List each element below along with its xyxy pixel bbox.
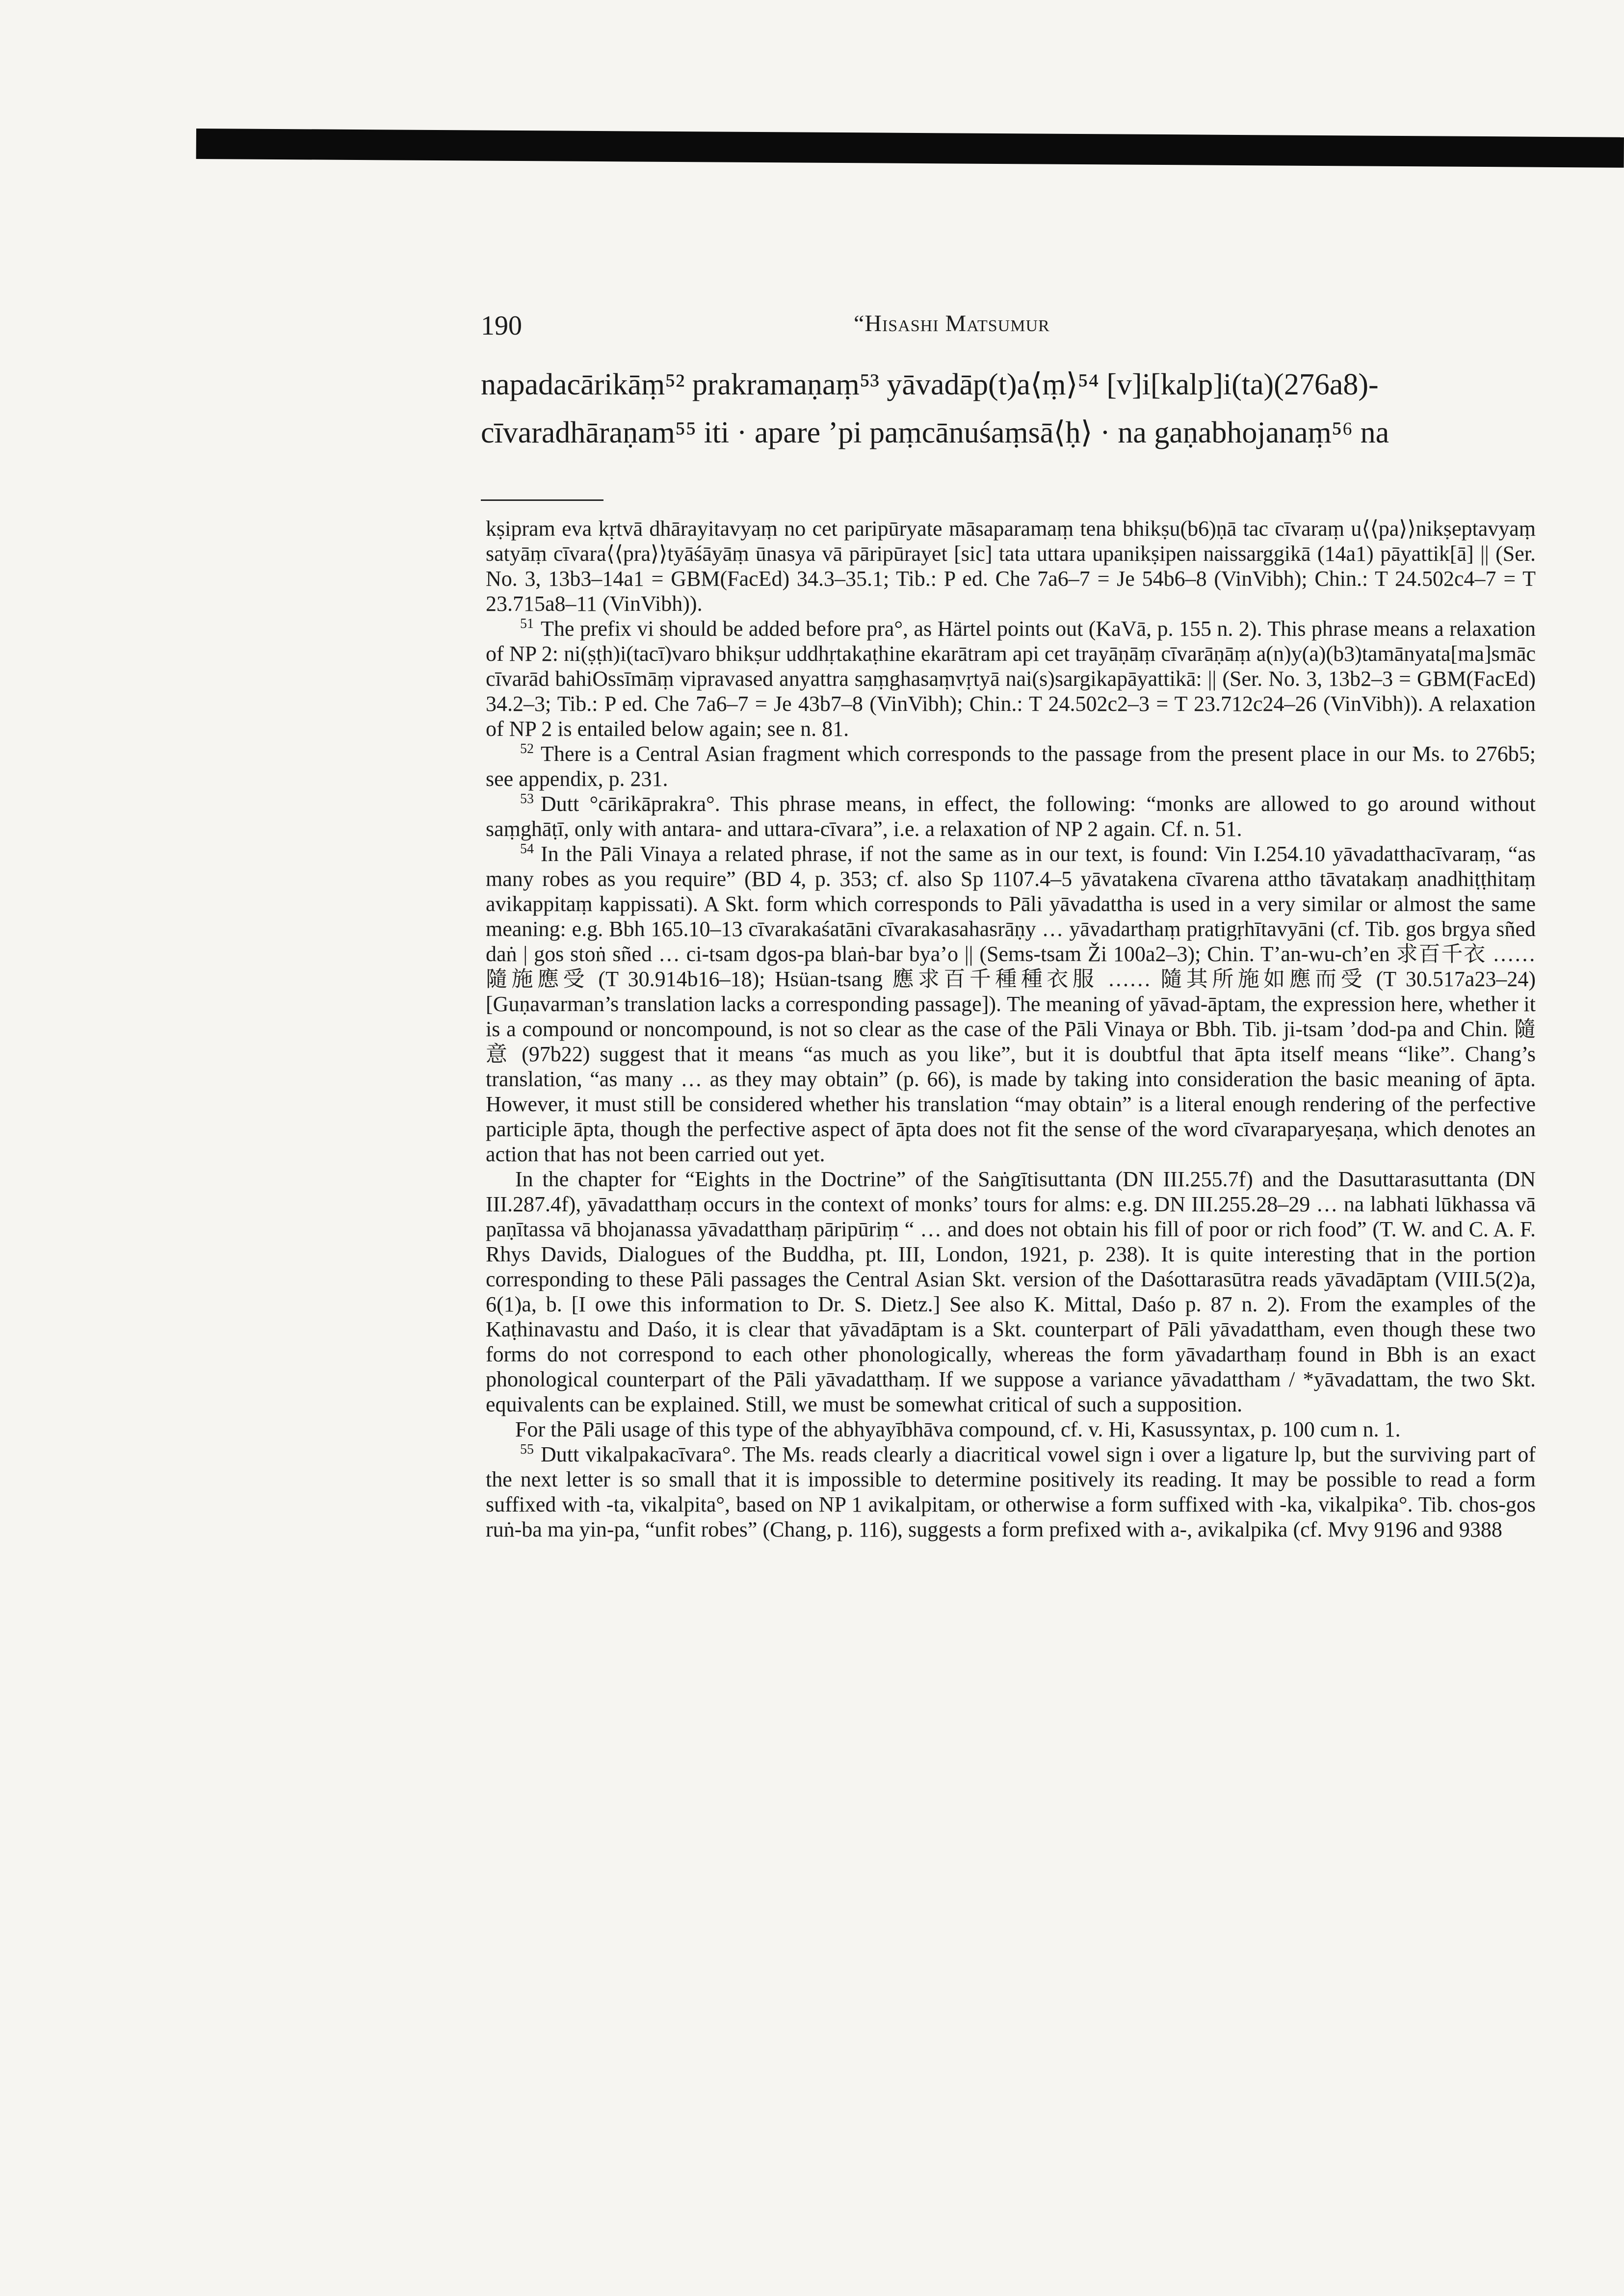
- footnote-55: $^{55}$ Dutt vikalpakacīvara°. The Ms. reads clearly a diacritical vowel sign i over a ligature lp, but the surviving part of the next letter is so small that it is impossible to determine positively its reading. It may be possible to read a form suffixed with -ta, vikalpita°, based on NP 1 avikalpitam, or otherwise a form suffixed with -ka, vikalpika°. Tib. chos-gos ruṅ-ba ma yin-pa, “unfit robes” (Chang, p. 116), suggests a form prefixed with a-, avikalpika (cf. Mvy 9196 and 9388: [486, 1442, 1536, 1541]
- footnote-number: 54: [520, 841, 534, 857]
- footnote-number: 55: [520, 1442, 534, 1458]
- footnote-52: $^{52}$ There is a Central Asian fragment which corresponds to the passage from the present place in our Ms. to 276b5; see appendix, p. 231.: [486, 741, 1536, 791]
- footnotes: [486, 516, 1536, 1542]
- page-number: 190: [481, 311, 522, 341]
- main-text: [481, 361, 1536, 457]
- footnote-number: 53: [520, 791, 534, 807]
- footnote-54: $^{54}$ In the Pāli Vinaya a related phrase, if not the same as in our text, is found: Vin I.254.10 yāvadatthacīvaraṃ, “as many robes as you require” (BD 4, p. 353; cf. also Sp 1107.4–5 yāvatakena cīvarena attho tāvatakaṃ anadhiṭṭhitaṃ avikappitaṃ kappissati). A Skt. form which corresponds to Pāli yāvadattha is used in a very similar or almost the same meaning: e.g. Bbh 165.10–13 cīvarakaśatāni cīvarakasahasrāṇy … yāvadarthaṃ pratigṛhītavyāni (cf. Tib. gos brgya sñed daṅ | gos stoṅ sñed … ci-tsam dgos-pa blaṅ-bar bya’o || (Sems-tsam Ži 100a2–3); Chin. T’an-wu-ch’en 求百千衣 …… 隨施應受 (T 30.914b16–18); Hsüan-tsang 應求百千種種衣服 …… 隨其所施如應而受 (T 30.517a23–24) [Guṇavarman’s translation lacks a corresponding passage]). The meaning of yāvad-āptam, the expression here, whether it is a compound or noncompound, is not so clear as the case of the Pāli Vinaya or Bbh. Tib. ji-tsam ’dod-pa and Chin. 隨意 (97b22) suggest that it means “as much as you like”, but it is doubtful that āpta itself means “like”. Chang’s translation, “as many … as they may obtain” (p. 66), is made by taking into consideration the basic meaning of āpta. However, it must still be considered whether his translation “may obtain” is a literal enough rendering of the perfective participle āpta, though the perfective aspect of āpta does not fit the sense of the word cīvaraparyeṣaṇa, which denotes an action that has not been carried out yet.: [486, 841, 1536, 1166]
- main-text-line: cīvaradhāraṇam⁵⁵ iti · apare ’pi paṃcānuśaṃsā⟨ḥ⟩ · na gaṇabhojanaṃ⁵⁶ na: [481, 416, 1389, 449]
- footnote-54-paragraph: In the chapter for “Eights in the Doctrine” of the Saṅgītisuttanta (DN III.255.7f) and the Dasuttarasuttanta (DN III.287.4f), yāvadatthaṃ occurs in the context of monks’ tours for alms: e.g. DN III.255.28–29 … na labhati lūkhassa vā paṇītassa vā bhojanassa yāvadatthaṃ pāripūriṃ “ … and does not obtain his fill of poor or rich food” (T. W. and C. A. F. Rhys Davids, Dialogues of the Buddha, pt. III, London, 1921, p. 238). It is quite interesting that in the portion corresponding to these Pāli passages the Central Asian Skt. version of the Daśottarasūtra reads yāvadāptam (VIII.5(2)a, 6(1)a, b. [I owe this information to Dr. S. Dietz.] See also K. Mittal, Daśo p. 87 n. 2). From the examples of the Kaṭhinavastu and Daśo, it is clear that yāvadāptam is a Skt. counterpart of Pāli yāvadattham, even though these two forms do not correspond to each other phonologically, whereas the form yāvadarthaṃ found in Bbh is an exact phonological counterpart of the Pāli yāvadatthaṃ. If we suppose a variance yāvadattham / *yāvadattam, the two Skt. equivalents can be explained. Still, we must be somewhat critical of such a supposition.: [486, 1167, 1536, 1416]
- running-title: “Hisashi Matsumur: [854, 311, 1050, 337]
- footnote-54-paragraph: For the Pāli usage of this type of the abhyayībhāva compound, cf. v. Hi, Kasussyntax, p. 100 cum n. 1.: [515, 1417, 1401, 1441]
- footnote-53: $^{53}$ Dutt °cārikāprakra°. This phrase means, in effect, the following: “monks are allowed to go around without saṃghāṭī, only with antara- and uttara-cīvara”, i.e. a relaxation of NP 2 again. Cf. n. 51.: [486, 791, 1536, 841]
- main-text-line: napadacārikāṃ⁵² prakramaṇaṃ⁵³ yāvadāp(t)a⟨ṃ⟩⁵⁴ [v]i[kalp]i(ta)(276a8)-: [481, 368, 1379, 401]
- footnote-number: 52: [520, 741, 534, 757]
- footnote-number: 51: [520, 616, 534, 632]
- footnote-51: $^{51}$ The prefix vi should be added before pra°, as Härtel points out (KaVā, p. 155 n. 2). This phrase means a relaxation of NP 2: ni(ṣṭh)i(tacī)varo bhikṣur uddhṛtakaṭhine ekarātram api cet trayāṇāṃ cīvarāṇāṃ a(n)y(a)(b3)tamānyata[ma]smāc cīvarād bahiOssīmāṃ vipravased anyattra saṃghasaṃvṛtyā nai(s)sargikapāyattikā: || (Ser. No. 3, 13b2–3 = GBM(FacEd) 34.2–3; Tib.: P ed. Che 7a6–7 = Je 43b7–8 (VinVibh); Chin.: T 24.502c2–3 = T 23.712c24–26 (VinVibh)). A relaxation of NP 2 is entailed below again; see n. 81.: [486, 616, 1536, 741]
- footnote-50-continuation: kṣipram eva kṛtvā dhārayitavyaṃ no cet paripūryate māsaparamaṃ tena bhikṣu(b6)ṇā tac cīvaraṃ u⟨⟨pa⟩⟩nikṣeptavyaṃ satyāṃ cīvara⟨⟨pra⟩⟩tyāśāyāṃ ūnasya vā pāripūrayet [sic] tata uttara upanikṣipen naissarggikā (14a1) pāyattik[ā] || (Ser. No. 3, 13b3–14a1 = GBM(FacEd) 34.3–35.1; Tib.: P ed. Che 7a6–7 = Je 54b6–8 (VinVibh); Chin.: T 24.502c4–7 = T 23.715a8–11 (VinVibh)).: [486, 517, 1536, 616]
- page-header: [481, 310, 1536, 349]
- scan-edge-bar: [196, 129, 1624, 168]
- footnote-rule: [481, 499, 603, 501]
